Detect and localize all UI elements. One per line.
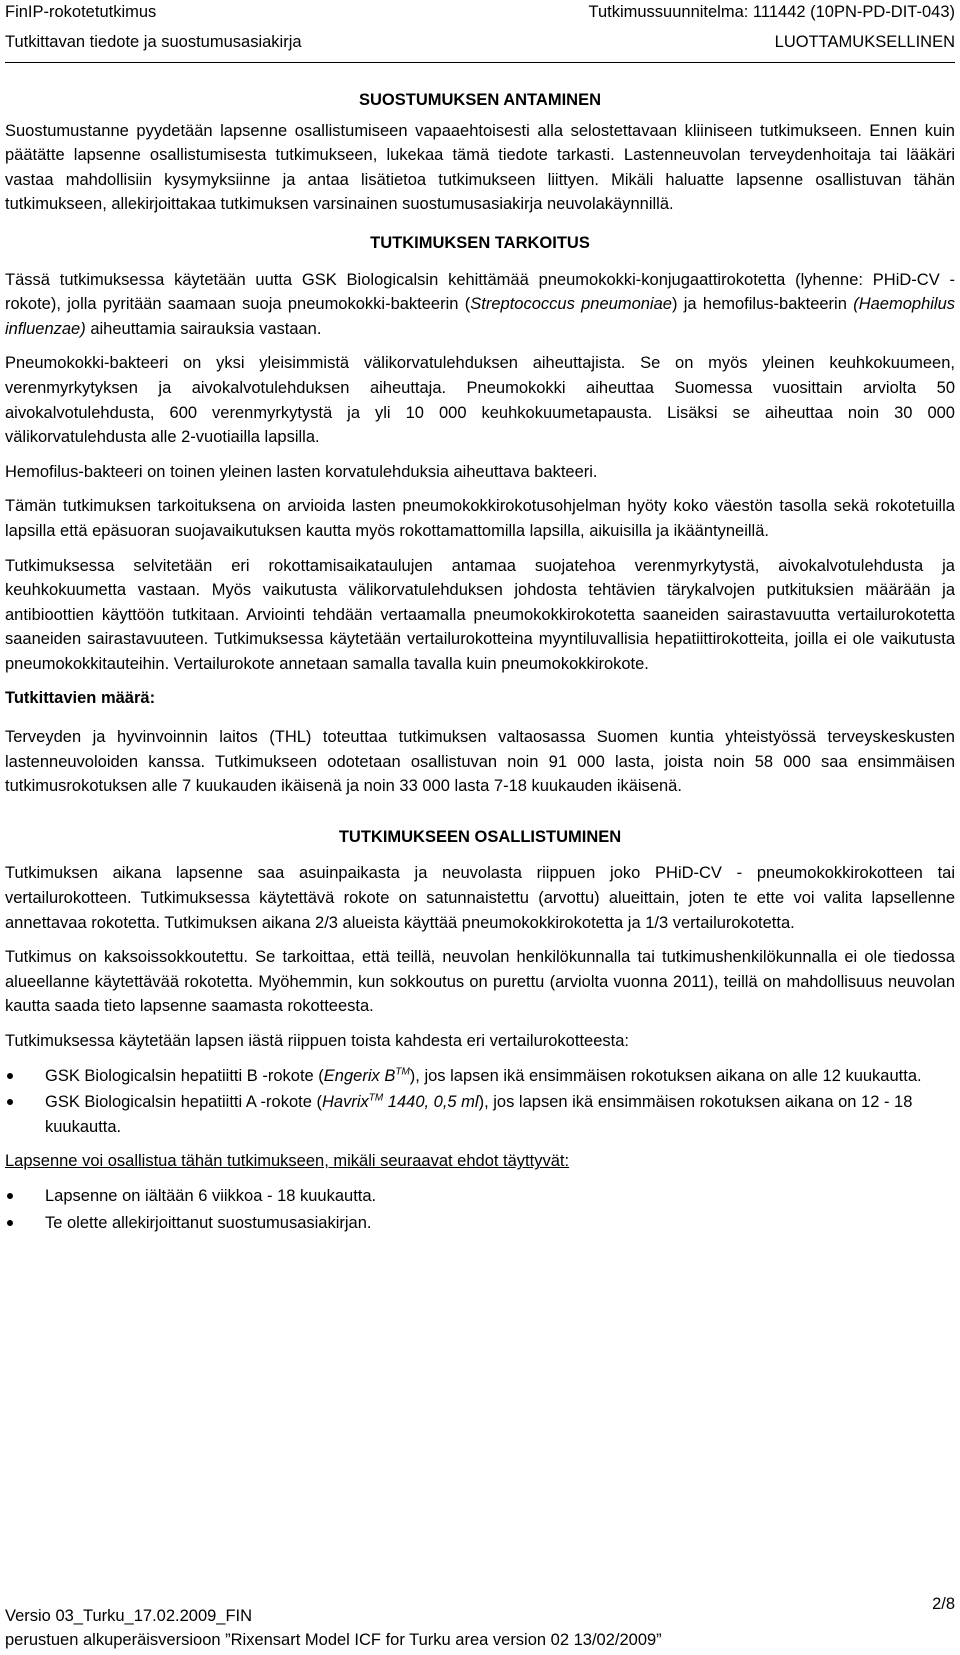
bullet2-text-a: GSK Biologicalsin hepatiitti A -rokote ( bbox=[45, 1093, 322, 1112]
havrix-dose: 1440, 0,5 ml bbox=[383, 1093, 479, 1112]
eligibility-list bbox=[5, 1184, 955, 1235]
study-name: FinIP-rokotetutkimus bbox=[5, 3, 157, 21]
header-row-1 bbox=[5, 0, 955, 24]
page-footer bbox=[5, 1592, 955, 1652]
list-item bbox=[5, 1211, 955, 1236]
confidentiality-label: LUOTTAMUKSELLINEN bbox=[774, 33, 955, 51]
trademark-mark: TM bbox=[395, 1066, 410, 1078]
subjects-paragraph: Terveyden ja hyvinvoinnin laitos (THL) toteuttaa tutkimuksen valtaosassa Suomen kuntia yhteistyössä terveyskeskusten lastenneuvoloiden kanssa. Tutkimukseen odotetaan osallistuvan noin 91 000 lasta, joista noin 58 000 saa ensimmäisen tutkimusrokotuksen alle 7 kuukauden ikäisenä ja noin 33 000 lasta 7-18 kuukauden ikäisenä. bbox=[5, 728, 955, 796]
havrix-name bbox=[322, 1093, 479, 1111]
purpose-text-e: aiheuttamia sairauksia vastaan. bbox=[85, 319, 322, 338]
bullet-icon bbox=[7, 1099, 13, 1105]
species-haemophilus: (Haemophilus influenzae) bbox=[5, 295, 956, 338]
purpose-heading: TUTKIMUKSEN TARKOITUS bbox=[370, 233, 590, 252]
subjects-heading: Tutkittavien määrä: bbox=[5, 689, 156, 708]
purpose-text-a: Tässä tutkimuksessa käytetään uutta GSK Biologicalsin kehittämää pneumokokki-konjugaattirokotetta (lyhenne: PHiD-CV -rokote), jolla pyritään saamaan suoja pneumokokki-bakteerin ( bbox=[5, 270, 955, 314]
purpose-paragraph-2: Pneumokokki-bakteeri on yksi yleisimmistä välikorvatulehduksen aiheuttajista. Se on myös yleinen keuhkokuumeen, verenmyrkytyksen ja aivokalvotulehduksen aiheuttaja. Pneumokokki aiheuttaa Suomessa vuosittain arviolta 50 aivokalvotulehdusta, 600 verenmyrkytystä ja yli 10 000 keuhkokuumetapausta. Lisäksi se aiheuttaa noin 30 000 välikorvatulehdusta alle 2-vuotiailla lapsilla. bbox=[5, 354, 955, 447]
eligibility-item-text: Te olette allekirjoittanut suostumusasiakirjan. bbox=[45, 1213, 372, 1232]
comparator-vaccine-list bbox=[5, 1064, 955, 1140]
eligibility-item-text: Lapsenne on iältään 6 viikkoa - 18 kuukautta. bbox=[45, 1186, 377, 1205]
page-header bbox=[5, 0, 955, 63]
list-item bbox=[5, 1184, 955, 1209]
purpose-paragraph-3: Hemofilus-bakteeri on toinen yleinen lasten korvatulehduksia aiheuttava bakteeri. bbox=[5, 462, 598, 481]
engerix-name bbox=[324, 1067, 410, 1085]
purpose-paragraph-4: Tämän tutkimuksen tarkoituksena on arvioida lasten pneumokokkirokotusohjelman hyöty koko väestön tasolla sekä rokotetuilla lapsilla että epäsuoran suojavaikutuksen kautta myös rokottamattomilla lapsilla, aikuisilla ja ikääntyneillä. bbox=[5, 497, 955, 540]
bullet-icon bbox=[7, 1193, 13, 1199]
bullet-icon bbox=[7, 1220, 13, 1226]
participation-heading: TUTKIMUKSEEN OSALLISTUMINEN bbox=[338, 827, 622, 846]
list-item bbox=[5, 1090, 955, 1139]
source-version-label: perustuen alkuperäisversioon ”Rixensart Model ICF for Turku area version 02 13/02/2009” bbox=[5, 1631, 662, 1649]
bullet-icon bbox=[7, 1073, 13, 1079]
participation-paragraph-3: Tutkimuksessa käytetään lapsen iästä riippuen toista kahdesta eri vertailurokotteesta: bbox=[5, 1032, 629, 1050]
consent-heading: SUOSTUMUKSEN ANTAMINEN bbox=[359, 91, 601, 109]
header-row-2 bbox=[5, 30, 955, 54]
page-number: 2/8 bbox=[932, 1595, 955, 1613]
bullet1-text-c: ), jos lapsen ikä ensimmäisen rokotuksen aikana on alle 12 kuukautta. bbox=[409, 1066, 922, 1085]
version-label: Versio 03_Turku_17.02.2009_FIN bbox=[5, 1607, 253, 1625]
engerix-text: Engerix B bbox=[323, 1066, 396, 1085]
trademark-mark: TM bbox=[368, 1092, 384, 1104]
list-item bbox=[5, 1064, 955, 1089]
participation-paragraph-1: Tutkimuksen aikana lapsenne saa asuinpaikasta ja neuvolasta riippuen joko PHiD-CV - pneumokokkirokotteen tai vertailurokotteen. Tutkimuksessa käytettävä rokote on satunnaistettu (arvottu) alueittain, joten te ette voi valita lapsellenne annettavaa rokotetta. Tutkimuksen aikana 2/3 alueista käyttää pneumokokkirokotetta ja 1/3 vertailurokotetta. bbox=[5, 864, 955, 932]
purpose-text-c: ) ja hemofilus-bakteerin bbox=[671, 295, 854, 314]
purpose-paragraph-1 bbox=[5, 268, 955, 342]
consent-paragraph: Suostumustanne pyydetään lapsenne osallistumiseen vapaaehtoisesti alla selostettavaan kliiniseen tutkimukseen. Ennen kuin päätätte lapsenne osallistumisesta tutkimukseen, lukekaa tämä tiedote tarkasti. Lastenneuvolan terveydenhoitaja tai lääkäri vastaa mahdollisiin kysymyksiinne ja antaa lisätietoa tutkimukseen liittyen. Mikäli haluatte lapsenne osallistuvan tähän tutkimukseen, allekirjoittakaa tutkimuksen varsinainen suostumusasiakirja neuvolakäynnillä. bbox=[5, 121, 955, 214]
species-streptococcus: Streptococcus pneumoniae bbox=[470, 295, 672, 314]
havrix-text: Havrix bbox=[321, 1093, 369, 1112]
bullet2-text-d: ), jos lapsen ikä ensimmäisen rokotuksen aikana on 12 - 18 kuukautta. bbox=[45, 1093, 913, 1136]
protocol-number: Tutkimussuunnitelma: 111442 (10PN-PD-DIT-043) bbox=[588, 3, 955, 21]
purpose-paragraph-5: Tutkimuksessa selvitetään eri rokottamisaikataulujen antamaa suojatehoa verenmyrkytystä, aivokalvotulehdusta ja keuhkokuumetta vastaan. Myös vaikutusta välikorvatulehduksen johdosta tehtävien tärykalvojen putkituksien määrään ja antibioottien käyttöön tutkitaan. Arviointi tehdään vertaamalla pneumokokkirokotetta saaneiden sairastavuutta vertailurokotetta saaneiden sairastavuuteen. Tutkimuksessa käytetään vertailurokotteina myyntiluvallisia hepatiittirokotteita, joilla ei ole vaikutusta pneumokokkitauteihin. Vertailurokote annetaan samalla tavalla kuin pneumokokkirokote. bbox=[5, 556, 955, 673]
eligibility-heading: Lapsenne voi osallistua tähän tutkimukseen, mikäli seuraavat ehdot täyttyvät: bbox=[5, 1152, 570, 1171]
bullet1-text-a: GSK Biologicalsin hepatiitti B -rokote ( bbox=[45, 1066, 324, 1085]
document-body bbox=[5, 88, 955, 1245]
document-type: Tutkittavan tiedote ja suostumusasiakirja bbox=[5, 33, 302, 51]
participation-paragraph-2: Tutkimus on kaksoissokkoutettu. Se tarkoittaa, että teillä, neuvolan henkilökunnalla tai tutkimushenkilökunnalla ei ole tiedossa alueellanne käytettävää rokotetta. Myöhemmin, kun sokkoutus on purettu (arviolta vuonna 2011), teillä on mahdollisuus neuvolan kautta saada tieto lapsenne saamasta rokotteesta. bbox=[5, 948, 955, 1016]
